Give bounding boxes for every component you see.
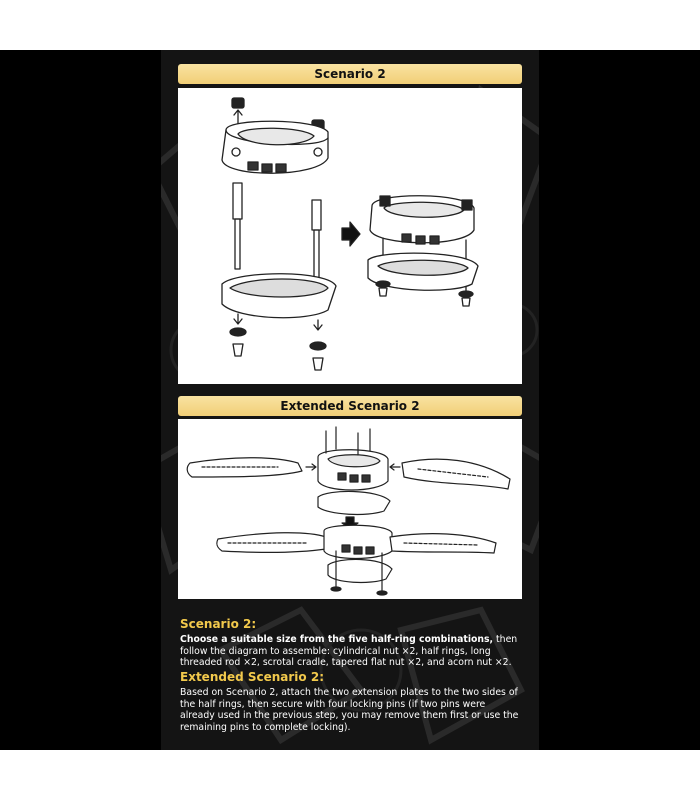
assembled-unit-icon (368, 196, 478, 306)
extended-scenario-2-description: Based on Scenario 2, attach the two extension plates to the two sides of the half rings, then secure with four locking pins (if two pins were already used in the previous step, you may remove them first or use the remaining pins to complete locking). (180, 687, 519, 733)
scenario-2-description (180, 634, 520, 669)
extension-plate-icon (187, 458, 302, 477)
cylindrical-nut-icon (232, 98, 244, 108)
extended-assembly-icon (217, 525, 496, 595)
extended-scenario-2-diagram (178, 419, 522, 599)
scenario-2-diagram (178, 88, 522, 384)
scenario-2-lead: Choose a suitable size from the five half-ring combinations, (180, 634, 494, 645)
extension-plate-icon (402, 459, 510, 489)
half-ring-icon (222, 121, 328, 173)
section-banner-extended-scenario-2: Extended Scenario 2 (178, 396, 522, 416)
half-ring-icon (318, 450, 390, 515)
arrow-right-icon (342, 222, 360, 246)
scenario-2-body: then follow the diagram to assemble: cylindrical nut ×2, half rings, long threaded rod ×2, scrotal cradle, tapered flat nut ×2, and acorn nut ×2. (180, 634, 518, 669)
extended-scenario-2-heading: Extended Scenario 2: (180, 670, 324, 684)
scrotal-cradle-icon (222, 274, 336, 318)
scenario-2-heading: Scenario 2: (180, 617, 257, 631)
section-banner-scenario-2: Scenario 2 (178, 64, 522, 84)
